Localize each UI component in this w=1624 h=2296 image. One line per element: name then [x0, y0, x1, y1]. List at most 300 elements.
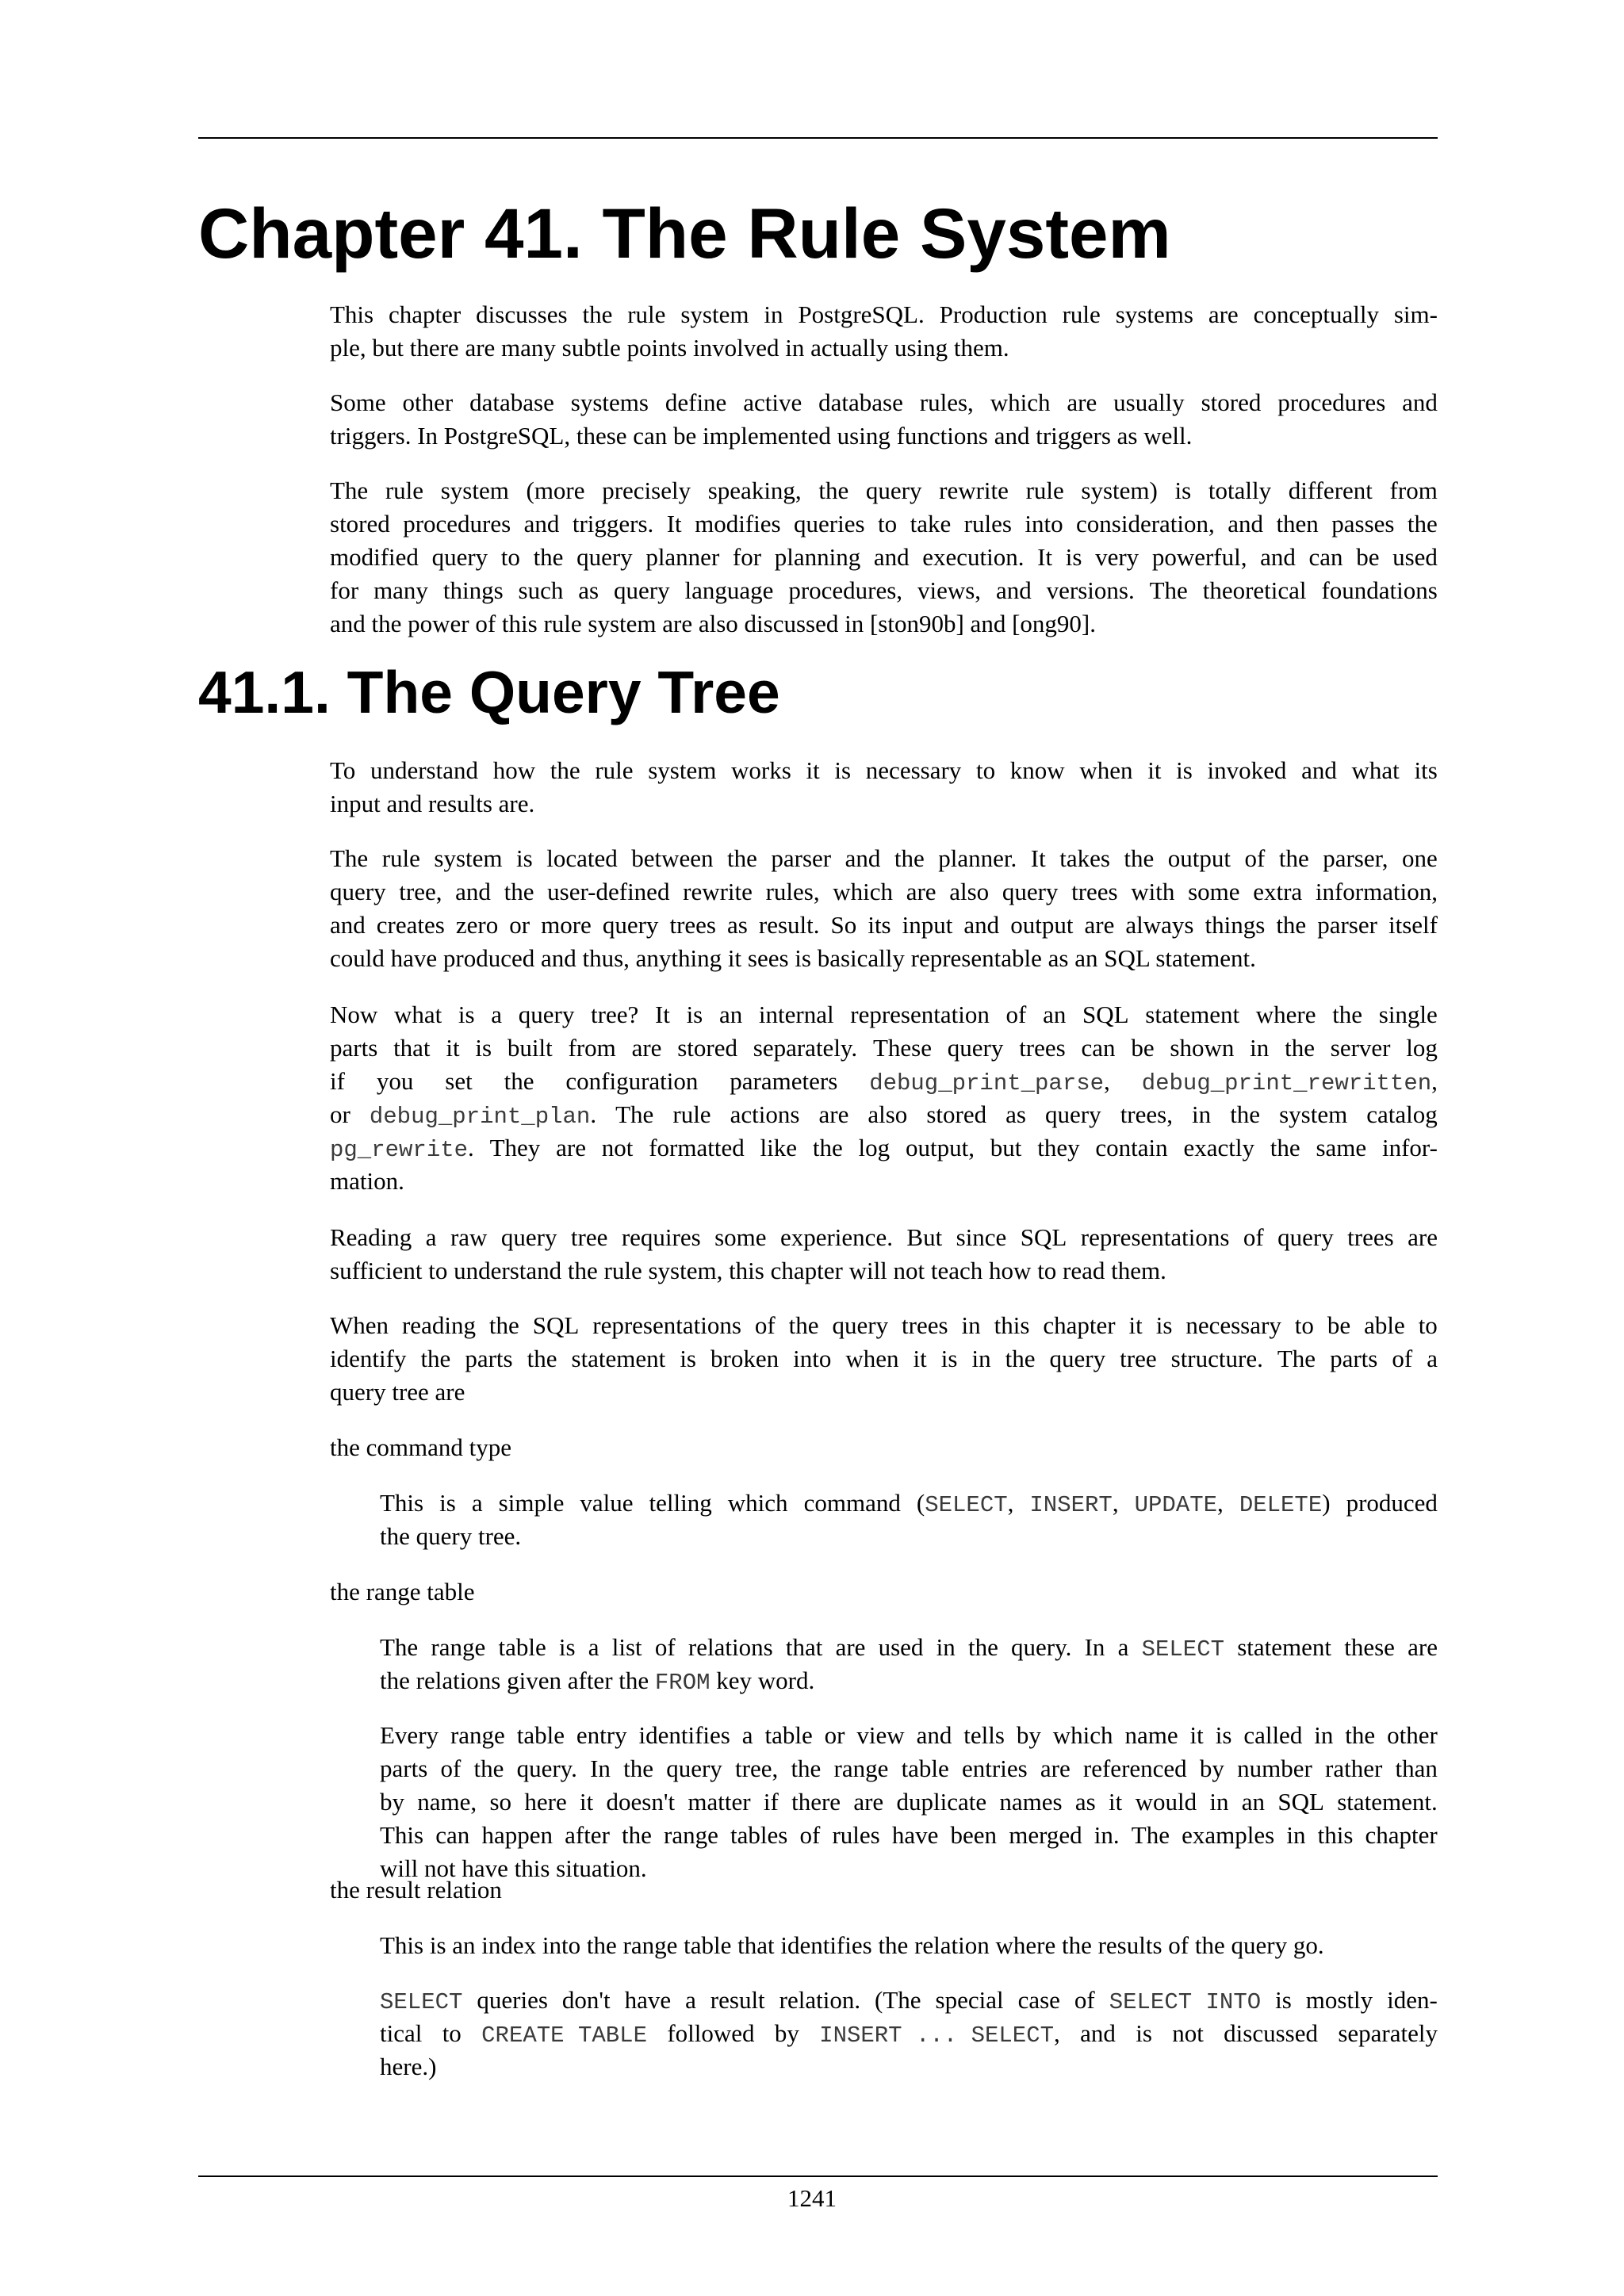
text-line: [330, 1165, 1438, 1198]
text-line: [380, 1752, 1438, 1785]
text-run: the: [818, 476, 849, 504]
text-run: In: [590, 1755, 611, 1782]
word: [330, 507, 390, 541]
word: [446, 1031, 459, 1065]
word: [1021, 1221, 1067, 1254]
text-run: to: [1418, 1311, 1438, 1339]
inline-code: debug_print_parse: [869, 1070, 1105, 1096]
word: [1135, 1487, 1224, 1520]
word: [892, 1819, 939, 1852]
word: [1037, 541, 1052, 574]
text-run: are: [906, 878, 936, 905]
word: [580, 1487, 633, 1520]
text-run: it: [1147, 756, 1162, 784]
text-line: [380, 1929, 1438, 1962]
text-line: [380, 1520, 1438, 1553]
word: [1082, 1031, 1116, 1065]
text-run: a: [1427, 1345, 1438, 1372]
text-run: The: [330, 476, 369, 504]
text-run: PostgreSQL.: [798, 300, 925, 328]
word: [1275, 1984, 1292, 2017]
word: [896, 1785, 986, 1819]
text-run: name,: [417, 1788, 477, 1816]
text-run: tical: [380, 2019, 423, 2047]
word: [1253, 875, 1302, 909]
term-label: the result relation: [330, 1876, 502, 1904]
inline-code: SELECT: [1141, 1636, 1224, 1663]
text-run: .: [590, 1100, 597, 1128]
text-run: query: [1002, 878, 1059, 905]
text-run: procedures: [1277, 388, 1386, 416]
word: [665, 386, 726, 419]
text-run: system: [440, 476, 509, 504]
word: [403, 386, 454, 419]
text-run: discusses: [476, 300, 568, 328]
text-run: modifies: [695, 510, 781, 538]
text-run: same: [1316, 1134, 1367, 1161]
word: [1145, 998, 1239, 1031]
text-line: [330, 298, 1438, 331]
text-run: information,: [1315, 878, 1438, 905]
text-run: execution.: [922, 543, 1025, 571]
word: [999, 1785, 1062, 1819]
text-line: [380, 2017, 1438, 2050]
word: [489, 1785, 511, 1819]
text-run: stored: [677, 1034, 737, 1062]
text-run: an: [1043, 1001, 1067, 1028]
word: [1170, 1031, 1234, 1065]
text-run: where: [1255, 1001, 1316, 1028]
text-run: system: [648, 756, 717, 784]
word: [743, 386, 802, 419]
word: [534, 541, 564, 574]
word: [377, 1065, 414, 1098]
paragraph: [330, 998, 1438, 1198]
word: [501, 1221, 557, 1254]
text-run: in: [936, 1633, 956, 1661]
word: [565, 1065, 698, 1098]
text-run: result.: [758, 911, 820, 939]
word: [1406, 1031, 1438, 1065]
text-run: and: [916, 1721, 952, 1749]
text-run: trees: [1019, 1034, 1066, 1062]
word: [504, 1065, 534, 1098]
word: [1224, 2017, 1318, 2050]
word: [710, 1984, 765, 2017]
text-run: is: [680, 1345, 696, 1372]
word: [1242, 1785, 1265, 1819]
word: [1392, 1342, 1412, 1376]
paragraph: [330, 474, 1438, 641]
word: [859, 1131, 891, 1165]
word: [580, 1785, 593, 1819]
word: [1005, 1098, 1026, 1131]
text-run: tells: [963, 1721, 1005, 1749]
text-run: referenced: [1082, 1755, 1187, 1782]
word: [906, 875, 936, 909]
text-run: to: [878, 510, 898, 538]
text-run: and: [995, 576, 1032, 604]
text-run: the: [527, 1345, 557, 1372]
word: [426, 1221, 437, 1254]
word: [380, 1984, 462, 2017]
word: [948, 1031, 1004, 1065]
word: [1279, 842, 1309, 875]
word: [504, 875, 534, 909]
word: [1183, 1131, 1254, 1165]
text-run: rule: [627, 300, 666, 328]
word: [1276, 909, 1306, 942]
word: [994, 1309, 1030, 1342]
word: [1076, 507, 1215, 541]
text-run: is: [686, 1001, 703, 1028]
word: [547, 875, 669, 909]
text-line: [330, 607, 1438, 641]
text-run: can: [1081, 1034, 1116, 1062]
word: [1205, 909, 1265, 942]
text-run: The: [1277, 1345, 1316, 1372]
word: [878, 507, 897, 541]
text-run: but: [990, 1134, 1022, 1161]
word: [1286, 1819, 1305, 1852]
word: [499, 1487, 565, 1520]
text-run: precisely: [602, 476, 691, 504]
word: [450, 1221, 487, 1254]
text-run: are: [1408, 1633, 1438, 1661]
word: [1188, 875, 1239, 909]
paragraph: [380, 1984, 1438, 2084]
word: [917, 1719, 952, 1752]
text-run: Some: [330, 388, 386, 416]
word: [1344, 1631, 1395, 1664]
text-run: the: [504, 1067, 534, 1095]
text-run: ,: [1104, 1067, 1110, 1095]
paragraph: [380, 1719, 1438, 1885]
text-run: When: [330, 1311, 389, 1339]
text-line: [380, 1631, 1438, 1664]
text-run: be: [1327, 1311, 1351, 1339]
word: [1116, 298, 1193, 331]
word: [1142, 1631, 1224, 1664]
word: [1168, 842, 1231, 875]
text-run: Production: [939, 300, 1048, 328]
word: [685, 574, 774, 607]
text-line: [380, 1664, 1438, 1697]
word: [602, 1131, 634, 1165]
text-run: telling: [649, 1489, 712, 1517]
text-run: of: [1074, 1986, 1095, 2014]
word: [627, 298, 665, 331]
word: [1079, 754, 1132, 787]
word: [546, 842, 618, 875]
text-run: as: [1005, 1100, 1026, 1128]
word: [590, 1752, 611, 1785]
text-run: can: [1308, 543, 1343, 571]
text-run: extra: [1253, 878, 1303, 905]
word: [655, 998, 670, 1031]
text-run: the: [727, 844, 757, 872]
word: [607, 1785, 676, 1819]
text-run: and: [1301, 756, 1337, 784]
word: [964, 507, 1012, 541]
text-run: queries: [477, 1986, 548, 2014]
text-run: can: [435, 1821, 470, 1849]
text-run: tree,: [735, 1755, 779, 1782]
word: [1043, 998, 1066, 1031]
word: [476, 298, 567, 331]
text-run: It: [654, 1001, 670, 1028]
text-run: The: [1131, 1821, 1170, 1849]
word: [330, 1065, 345, 1098]
text-run: as: [1074, 1788, 1096, 1816]
text-run: In: [1084, 1633, 1105, 1661]
word: [519, 574, 564, 607]
word: [1318, 1819, 1354, 1852]
text-run: discussed: [1224, 2019, 1318, 2047]
word: [1338, 2017, 1438, 2050]
text-run: is: [558, 1633, 576, 1661]
text-run: more: [541, 911, 592, 939]
text-run: able: [1364, 1311, 1405, 1339]
text-run: it: [1128, 1311, 1143, 1339]
word: [1276, 507, 1318, 541]
text-run: query: [832, 1311, 889, 1339]
word: [370, 754, 478, 787]
paragraph: [380, 1487, 1438, 1553]
text-run: and: [455, 878, 491, 905]
word: [1131, 1031, 1154, 1065]
word: [330, 842, 368, 875]
word: [517, 1719, 565, 1752]
text-run: if: [330, 1067, 345, 1095]
text-run: rules,: [765, 878, 820, 905]
word: [442, 2017, 462, 2050]
word: [1113, 386, 1185, 419]
text-run: trees: [1071, 878, 1118, 905]
text-run: So: [830, 911, 857, 939]
text-run: ,: [1054, 2019, 1060, 2047]
text-run: query: [614, 576, 670, 604]
text-run: parts: [330, 1034, 378, 1062]
word: [1332, 998, 1362, 1031]
text-run: other: [402, 388, 454, 416]
word: [472, 1487, 483, 1520]
text-run: speaking,: [707, 476, 802, 504]
text-run: are: [1040, 1755, 1071, 1782]
word: [806, 754, 820, 787]
text-run: in: [1192, 1100, 1212, 1128]
text-run: entry: [576, 1721, 627, 1749]
word: [1190, 1719, 1204, 1752]
text-line: [380, 1984, 1438, 2017]
text-run: it: [446, 1034, 460, 1062]
text-run: Now: [330, 1001, 378, 1028]
paragraph: [330, 1221, 1438, 1288]
text-line: [380, 1719, 1438, 1752]
word: [917, 1487, 1014, 1520]
text-run: and the power of this rule system are also discussed in [ston90b] and [ong90].: [330, 610, 1096, 637]
word: [1330, 1342, 1377, 1376]
word: [380, 1752, 427, 1785]
word: [708, 474, 802, 507]
word: [962, 1309, 981, 1342]
word: [710, 1342, 779, 1376]
text-run: between: [631, 844, 714, 872]
word: [845, 842, 881, 875]
text-run: This: [380, 1821, 424, 1849]
word: [866, 474, 922, 507]
word: [1327, 1309, 1350, 1342]
word: [956, 1221, 1007, 1254]
text-run: trees: [1347, 1223, 1394, 1251]
text-run: the: [788, 1311, 819, 1339]
definition-term: [330, 1431, 1438, 1464]
text-run: are: [1408, 1223, 1438, 1251]
text-run: This: [330, 300, 374, 328]
text-run: the: [1345, 1721, 1376, 1749]
text-run: SQL: [1020, 1223, 1067, 1251]
word: [380, 1819, 423, 1852]
word: [831, 909, 857, 942]
text-run: for: [732, 543, 762, 571]
word: [764, 298, 783, 331]
text-run: it: [1189, 1721, 1204, 1749]
text-run: the: [1285, 1034, 1315, 1062]
text-run: are: [818, 1100, 849, 1128]
word: [791, 1785, 841, 1819]
text-run: It: [1030, 844, 1046, 872]
text-run: merged: [1009, 1821, 1082, 1849]
word: [455, 875, 491, 909]
text-run: chapter: [389, 300, 462, 328]
word: [990, 386, 1051, 419]
text-run: have: [624, 1986, 672, 2014]
text-run: identify: [330, 1345, 407, 1372]
text-run: also: [949, 878, 990, 905]
text-line: [380, 1487, 1438, 1520]
word: [731, 754, 791, 787]
word: [1050, 1342, 1106, 1376]
footer-rule: [198, 2175, 1438, 2177]
text-run: which: [1052, 1721, 1113, 1749]
text-line: [330, 1031, 1438, 1065]
word: [403, 507, 511, 541]
text-run: rule: [672, 1100, 711, 1128]
word: [1136, 2017, 1152, 2050]
word: [680, 298, 749, 331]
word: [917, 574, 981, 607]
word: [1309, 541, 1343, 574]
word: [1118, 1631, 1129, 1664]
word: [1203, 574, 1307, 607]
text-run: identifies: [638, 1721, 730, 1749]
word: [1026, 474, 1064, 507]
word: [592, 1309, 741, 1342]
text-line: [380, 1819, 1438, 1852]
text-run: views,: [917, 576, 982, 604]
word: [669, 909, 716, 942]
text-run: of: [440, 1755, 462, 1782]
text-run: by: [380, 1788, 404, 1816]
text-run: it: [913, 1345, 927, 1372]
text-run: with: [1131, 878, 1175, 905]
word: [869, 1065, 1110, 1098]
word: [612, 1631, 642, 1664]
word: [1316, 1131, 1366, 1165]
word: [1120, 1098, 1173, 1131]
text-line: [330, 875, 1438, 909]
text-run: chapter: [1365, 1821, 1438, 1849]
text-run: actions: [730, 1100, 800, 1128]
word: [571, 386, 649, 419]
word: [1066, 541, 1082, 574]
text-run: number: [1237, 1755, 1312, 1782]
text-run: representations: [592, 1311, 741, 1339]
word: [759, 998, 834, 1031]
text-run: the: [533, 543, 564, 571]
inline-code: DELETE: [1239, 1492, 1323, 1518]
word: [1237, 1631, 1331, 1664]
word: [906, 1221, 942, 1254]
word: [819, 2017, 1060, 2050]
text-run: range: [431, 1633, 486, 1661]
text-run: itself: [1388, 911, 1438, 939]
text-run: is: [1215, 1721, 1232, 1749]
word: [509, 909, 530, 942]
word: [1208, 754, 1287, 787]
word: [972, 1342, 991, 1376]
word: [524, 507, 560, 541]
word: [1085, 1631, 1105, 1664]
word: [845, 1342, 898, 1376]
word: [779, 1984, 860, 2017]
text-run: query: [431, 543, 488, 571]
text-run: or: [509, 911, 530, 939]
word: [1331, 1031, 1391, 1065]
text-run: stored: [1201, 388, 1262, 416]
text-line: [330, 1376, 1438, 1409]
word: [330, 909, 366, 942]
text-run: in: [961, 1311, 981, 1339]
inline-code: SELECT: [925, 1492, 1008, 1518]
word: [962, 1752, 1028, 1785]
word: [664, 1819, 718, 1852]
text-run: relation.: [779, 1986, 861, 2014]
word: [1427, 1342, 1438, 1376]
text-run: exactly: [1183, 1134, 1254, 1161]
word: [565, 1819, 610, 1852]
word: [550, 754, 580, 787]
text-run: by: [1199, 1755, 1224, 1782]
word: [755, 1309, 776, 1342]
word: [1390, 474, 1438, 507]
word: [1245, 842, 1266, 875]
definition-term: [330, 1873, 1438, 1907]
word: [1230, 1098, 1260, 1131]
word: [1414, 754, 1437, 787]
text-run: consideration,: [1076, 510, 1215, 538]
text-run: built: [507, 1034, 553, 1062]
word: [936, 1631, 956, 1664]
word: [614, 574, 670, 607]
text-run: usually: [1113, 388, 1185, 416]
text-run: It: [666, 510, 682, 538]
text-run: planner.: [938, 844, 1017, 872]
text-run: is: [458, 1001, 475, 1028]
word: [417, 1785, 477, 1819]
word: [475, 1031, 492, 1065]
text-run: and: [1228, 510, 1263, 538]
